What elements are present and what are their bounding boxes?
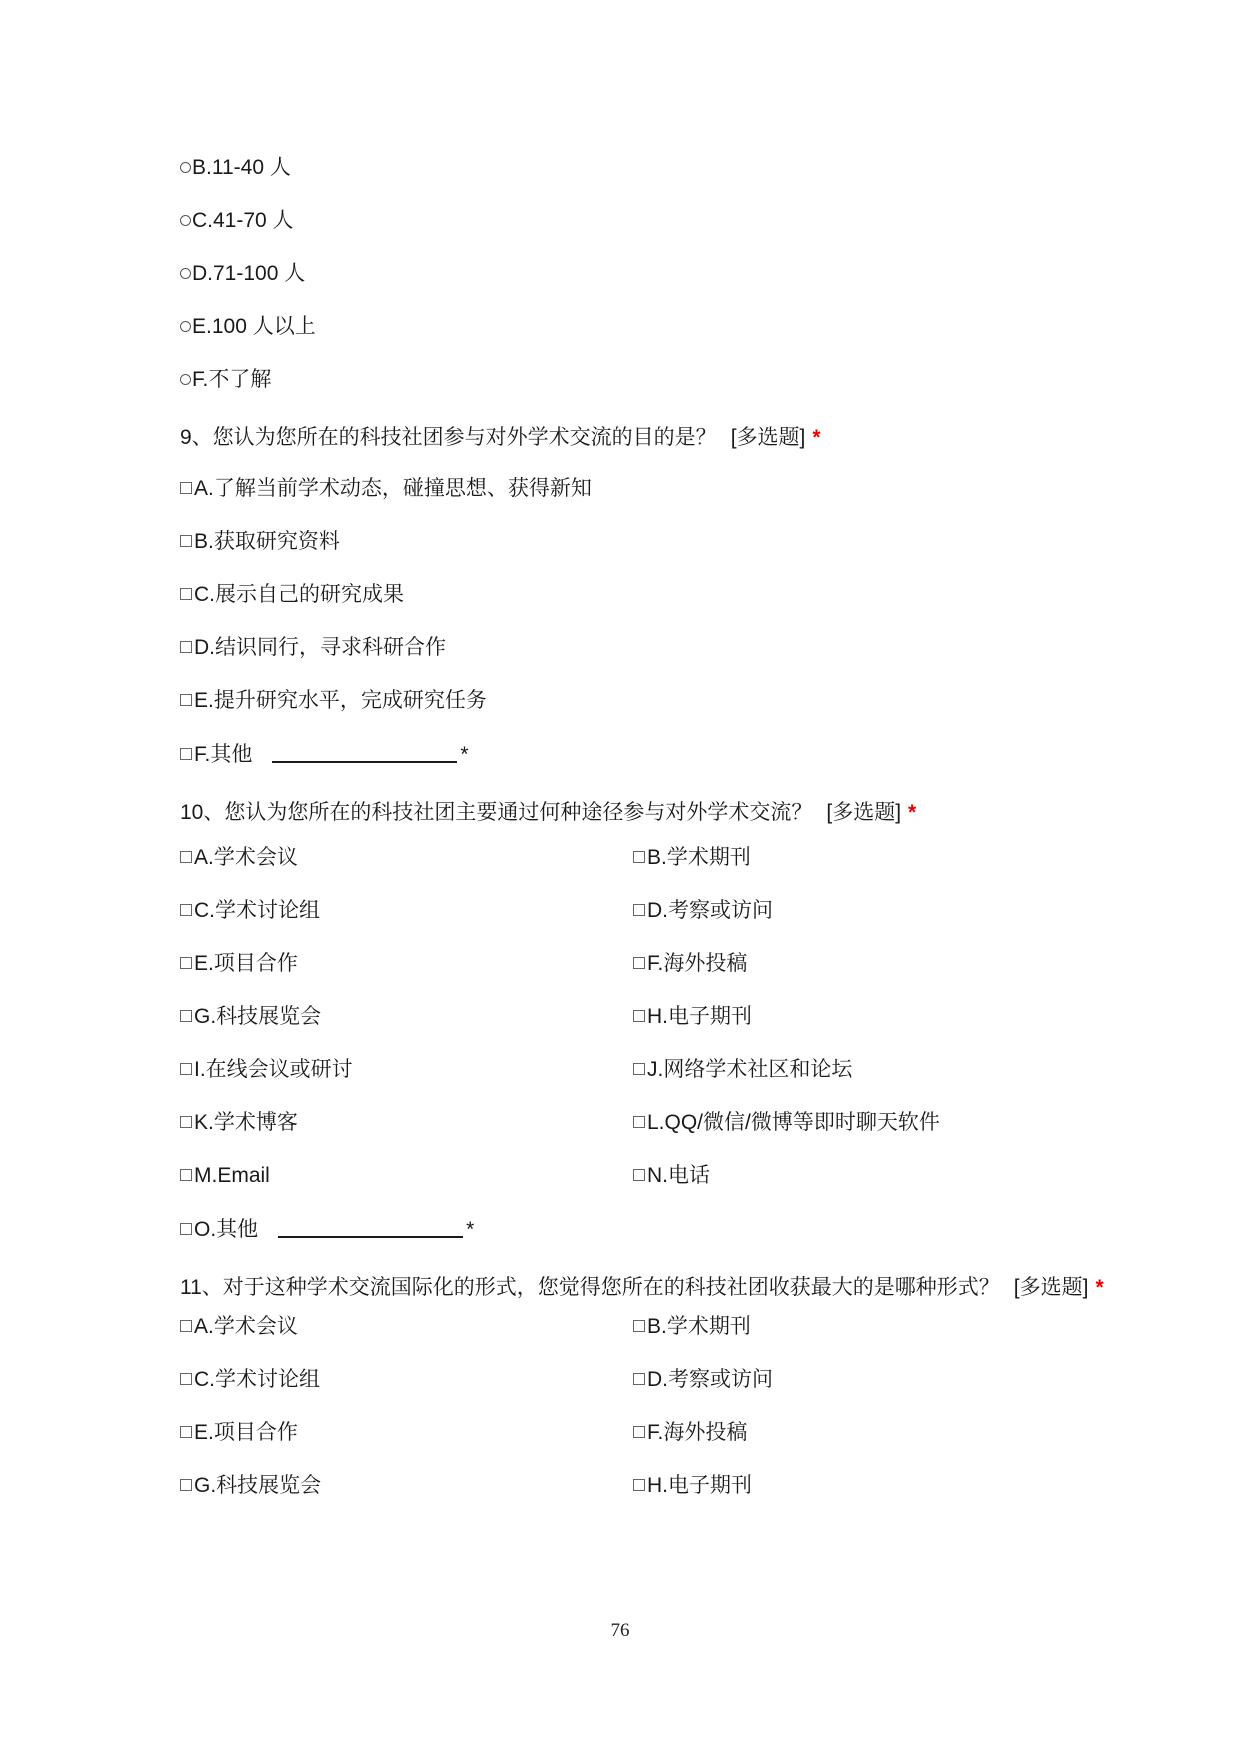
blank-asterisk: * bbox=[460, 743, 469, 766]
checkbox-option-10J[interactable] bbox=[633, 1057, 1180, 1083]
checkbox-option-11G[interactable] bbox=[180, 1473, 633, 1499]
checkbox-option-9A[interactable] bbox=[180, 476, 1180, 502]
option-label: C.学术讨论组 bbox=[194, 1368, 320, 1391]
checkbox-option-11A[interactable] bbox=[180, 1314, 633, 1340]
checkbox-icon[interactable] bbox=[180, 904, 192, 916]
checkbox-icon[interactable] bbox=[180, 641, 192, 653]
radio-option-8C[interactable] bbox=[180, 208, 1180, 234]
option-label: B.获取研究资料 bbox=[194, 530, 340, 553]
option-label: B.11-40 人 bbox=[192, 156, 291, 179]
question8-options bbox=[180, 155, 1180, 393]
option-label: I.在线会议或研讨 bbox=[194, 1058, 353, 1081]
checkbox-option-10G[interactable] bbox=[180, 1004, 633, 1030]
radio-icon[interactable] bbox=[180, 374, 191, 385]
option-label: F.海外投稿 bbox=[647, 952, 748, 975]
option-row bbox=[180, 1314, 1180, 1340]
checkbox-icon[interactable] bbox=[180, 694, 192, 706]
option-label: K.学术博客 bbox=[194, 1111, 298, 1134]
checkbox-option-9F-other[interactable] bbox=[180, 741, 1180, 768]
checkbox-icon[interactable] bbox=[180, 851, 192, 863]
checkbox-option-10I[interactable] bbox=[180, 1057, 633, 1083]
checkbox-option-10M[interactable] bbox=[180, 1163, 633, 1189]
question-type-tag: [多选题] bbox=[1013, 1276, 1089, 1299]
checkbox-option-10L[interactable] bbox=[633, 1110, 1180, 1136]
checkbox-icon[interactable] bbox=[633, 1479, 645, 1491]
option-row bbox=[180, 951, 1180, 977]
option-label: H.电子期刊 bbox=[647, 1474, 752, 1497]
radio-icon[interactable] bbox=[180, 268, 191, 279]
option-row bbox=[180, 1110, 1180, 1136]
radio-option-8E[interactable] bbox=[180, 314, 1180, 340]
option-label: D.考察或访问 bbox=[647, 899, 773, 922]
checkbox-icon[interactable] bbox=[633, 1373, 645, 1385]
checkbox-option-11B[interactable] bbox=[633, 1314, 1180, 1340]
option-label: D.结识同行，寻求科研合作 bbox=[194, 636, 446, 659]
option-label: F.不了解 bbox=[192, 368, 272, 391]
required-asterisk: * bbox=[1095, 1276, 1104, 1299]
radio-option-8B[interactable] bbox=[180, 155, 1180, 181]
question9-options bbox=[180, 476, 1180, 768]
question11-options bbox=[180, 1314, 1180, 1499]
checkbox-icon[interactable] bbox=[180, 535, 192, 547]
option-label: E.项目合作 bbox=[194, 952, 298, 975]
checkbox-icon[interactable] bbox=[180, 588, 192, 600]
checkbox-option-10O-other[interactable] bbox=[180, 1216, 1180, 1243]
checkbox-option-9B[interactable] bbox=[180, 529, 1180, 555]
checkbox-option-11C[interactable] bbox=[180, 1367, 633, 1393]
checkbox-icon[interactable] bbox=[180, 748, 192, 760]
checkbox-option-9D[interactable] bbox=[180, 635, 1180, 661]
checkbox-icon[interactable] bbox=[180, 1426, 192, 1438]
option-label: E.100 人以上 bbox=[192, 315, 316, 338]
checkbox-option-11F[interactable] bbox=[633, 1420, 1180, 1446]
checkbox-icon[interactable] bbox=[180, 1479, 192, 1491]
option-label: B.学术期刊 bbox=[647, 846, 751, 869]
checkbox-icon[interactable] bbox=[180, 957, 192, 969]
checkbox-option-9C[interactable] bbox=[180, 582, 1180, 608]
option-label: E.项目合作 bbox=[194, 1421, 298, 1444]
checkbox-icon[interactable] bbox=[633, 851, 645, 863]
option-label: D.考察或访问 bbox=[647, 1368, 773, 1391]
checkbox-option-10H[interactable] bbox=[633, 1004, 1180, 1030]
option-label: A.了解当前学术动态，碰撞思想、获得新知 bbox=[194, 477, 592, 500]
blank-asterisk: * bbox=[466, 1218, 475, 1241]
fill-in-blank[interactable] bbox=[278, 1216, 463, 1238]
option-row bbox=[180, 1004, 1180, 1030]
checkbox-option-10A[interactable] bbox=[180, 845, 633, 871]
radio-icon[interactable] bbox=[180, 162, 191, 173]
checkbox-icon[interactable] bbox=[633, 1063, 645, 1075]
checkbox-option-11D[interactable] bbox=[633, 1367, 1180, 1393]
radio-option-8D[interactable] bbox=[180, 261, 1180, 287]
checkbox-option-11H[interactable] bbox=[633, 1473, 1180, 1499]
checkbox-icon[interactable] bbox=[180, 1320, 192, 1332]
question-text: 11、对于这种学术交流国际化的形式，您觉得您所在的科技社团收获最大的是哪种形式？ bbox=[180, 1276, 1000, 1299]
checkbox-icon[interactable] bbox=[180, 482, 192, 494]
checkbox-icon[interactable] bbox=[633, 1426, 645, 1438]
option-row bbox=[180, 1473, 1180, 1499]
option-label: L.QQ/微信/微博等即时聊天软件 bbox=[647, 1111, 940, 1134]
checkbox-icon[interactable] bbox=[180, 1010, 192, 1022]
checkbox-option-10K[interactable] bbox=[180, 1110, 633, 1136]
option-label: F.其他 bbox=[194, 743, 253, 766]
option-label: N.电话 bbox=[647, 1164, 710, 1187]
option-row bbox=[180, 1420, 1180, 1446]
checkbox-icon[interactable] bbox=[633, 1010, 645, 1022]
option-label: A.学术会议 bbox=[194, 846, 298, 869]
required-asterisk: * bbox=[812, 426, 821, 449]
checkbox-option-10E[interactable] bbox=[180, 951, 633, 977]
question-10-caption bbox=[180, 795, 1120, 831]
checkbox-option-10F[interactable] bbox=[633, 951, 1180, 977]
checkbox-icon[interactable] bbox=[180, 1116, 192, 1128]
checkbox-icon[interactable] bbox=[633, 1320, 645, 1332]
question10-options bbox=[180, 845, 1180, 1243]
option-row bbox=[180, 845, 1180, 871]
option-label: O.其他 bbox=[194, 1218, 259, 1241]
checkbox-icon[interactable] bbox=[633, 1116, 645, 1128]
checkbox-option-11E[interactable] bbox=[180, 1420, 633, 1446]
option-label: H.电子期刊 bbox=[647, 1005, 752, 1028]
option-label: A.学术会议 bbox=[194, 1315, 298, 1338]
checkbox-option-10N[interactable] bbox=[633, 1163, 1180, 1189]
question-type-tag: [多选题] bbox=[730, 426, 806, 449]
option-row bbox=[180, 1057, 1180, 1083]
checkbox-option-10D[interactable] bbox=[633, 898, 1180, 924]
option-label: B.学术期刊 bbox=[647, 1315, 751, 1338]
question-text: 10、您认为您所在的科技社团主要通过何种途径参与对外学术交流？ bbox=[180, 801, 813, 824]
option-label: C.41-70 人 bbox=[192, 209, 294, 232]
checkbox-option-9E[interactable] bbox=[180, 688, 1180, 714]
option-label: C.学术讨论组 bbox=[194, 899, 320, 922]
option-label: G.科技展览会 bbox=[194, 1474, 322, 1497]
option-row bbox=[180, 1367, 1180, 1393]
required-asterisk: * bbox=[908, 801, 917, 824]
fill-in-blank[interactable] bbox=[272, 741, 457, 763]
checkbox-option-10B[interactable] bbox=[633, 845, 1180, 871]
option-label: M.Email bbox=[194, 1164, 270, 1187]
option-label: J.网络学术社区和论坛 bbox=[647, 1058, 853, 1081]
radio-icon[interactable] bbox=[180, 215, 191, 226]
checkbox-icon[interactable] bbox=[180, 1223, 192, 1235]
checkbox-icon[interactable] bbox=[633, 904, 645, 916]
radio-icon[interactable] bbox=[180, 321, 191, 332]
option-row bbox=[180, 1163, 1180, 1189]
page-number: 76 bbox=[610, 1620, 630, 1641]
checkbox-option-10C[interactable] bbox=[180, 898, 633, 924]
question-9-caption bbox=[180, 420, 1120, 456]
question-text: 9、您认为您所在的科技社团参与对外学术交流的目的是？ bbox=[180, 426, 717, 449]
option-row bbox=[180, 898, 1180, 924]
option-label: G.科技展览会 bbox=[194, 1005, 322, 1028]
option-label: F.海外投稿 bbox=[647, 1421, 748, 1444]
checkbox-icon[interactable] bbox=[180, 1373, 192, 1385]
option-label: D.71-100 人 bbox=[192, 262, 306, 285]
radio-option-8F[interactable] bbox=[180, 367, 1180, 393]
checkbox-icon[interactable] bbox=[180, 1063, 192, 1075]
checkbox-icon[interactable] bbox=[633, 1169, 645, 1181]
option-label: C.展示自己的研究成果 bbox=[194, 583, 404, 606]
question-11-caption bbox=[180, 1270, 1120, 1306]
question-type-tag: [多选题] bbox=[826, 801, 902, 824]
checkbox-icon[interactable] bbox=[633, 957, 645, 969]
checkbox-icon[interactable] bbox=[180, 1169, 192, 1181]
option-label: E.提升研究水平，完成研究任务 bbox=[194, 689, 487, 712]
